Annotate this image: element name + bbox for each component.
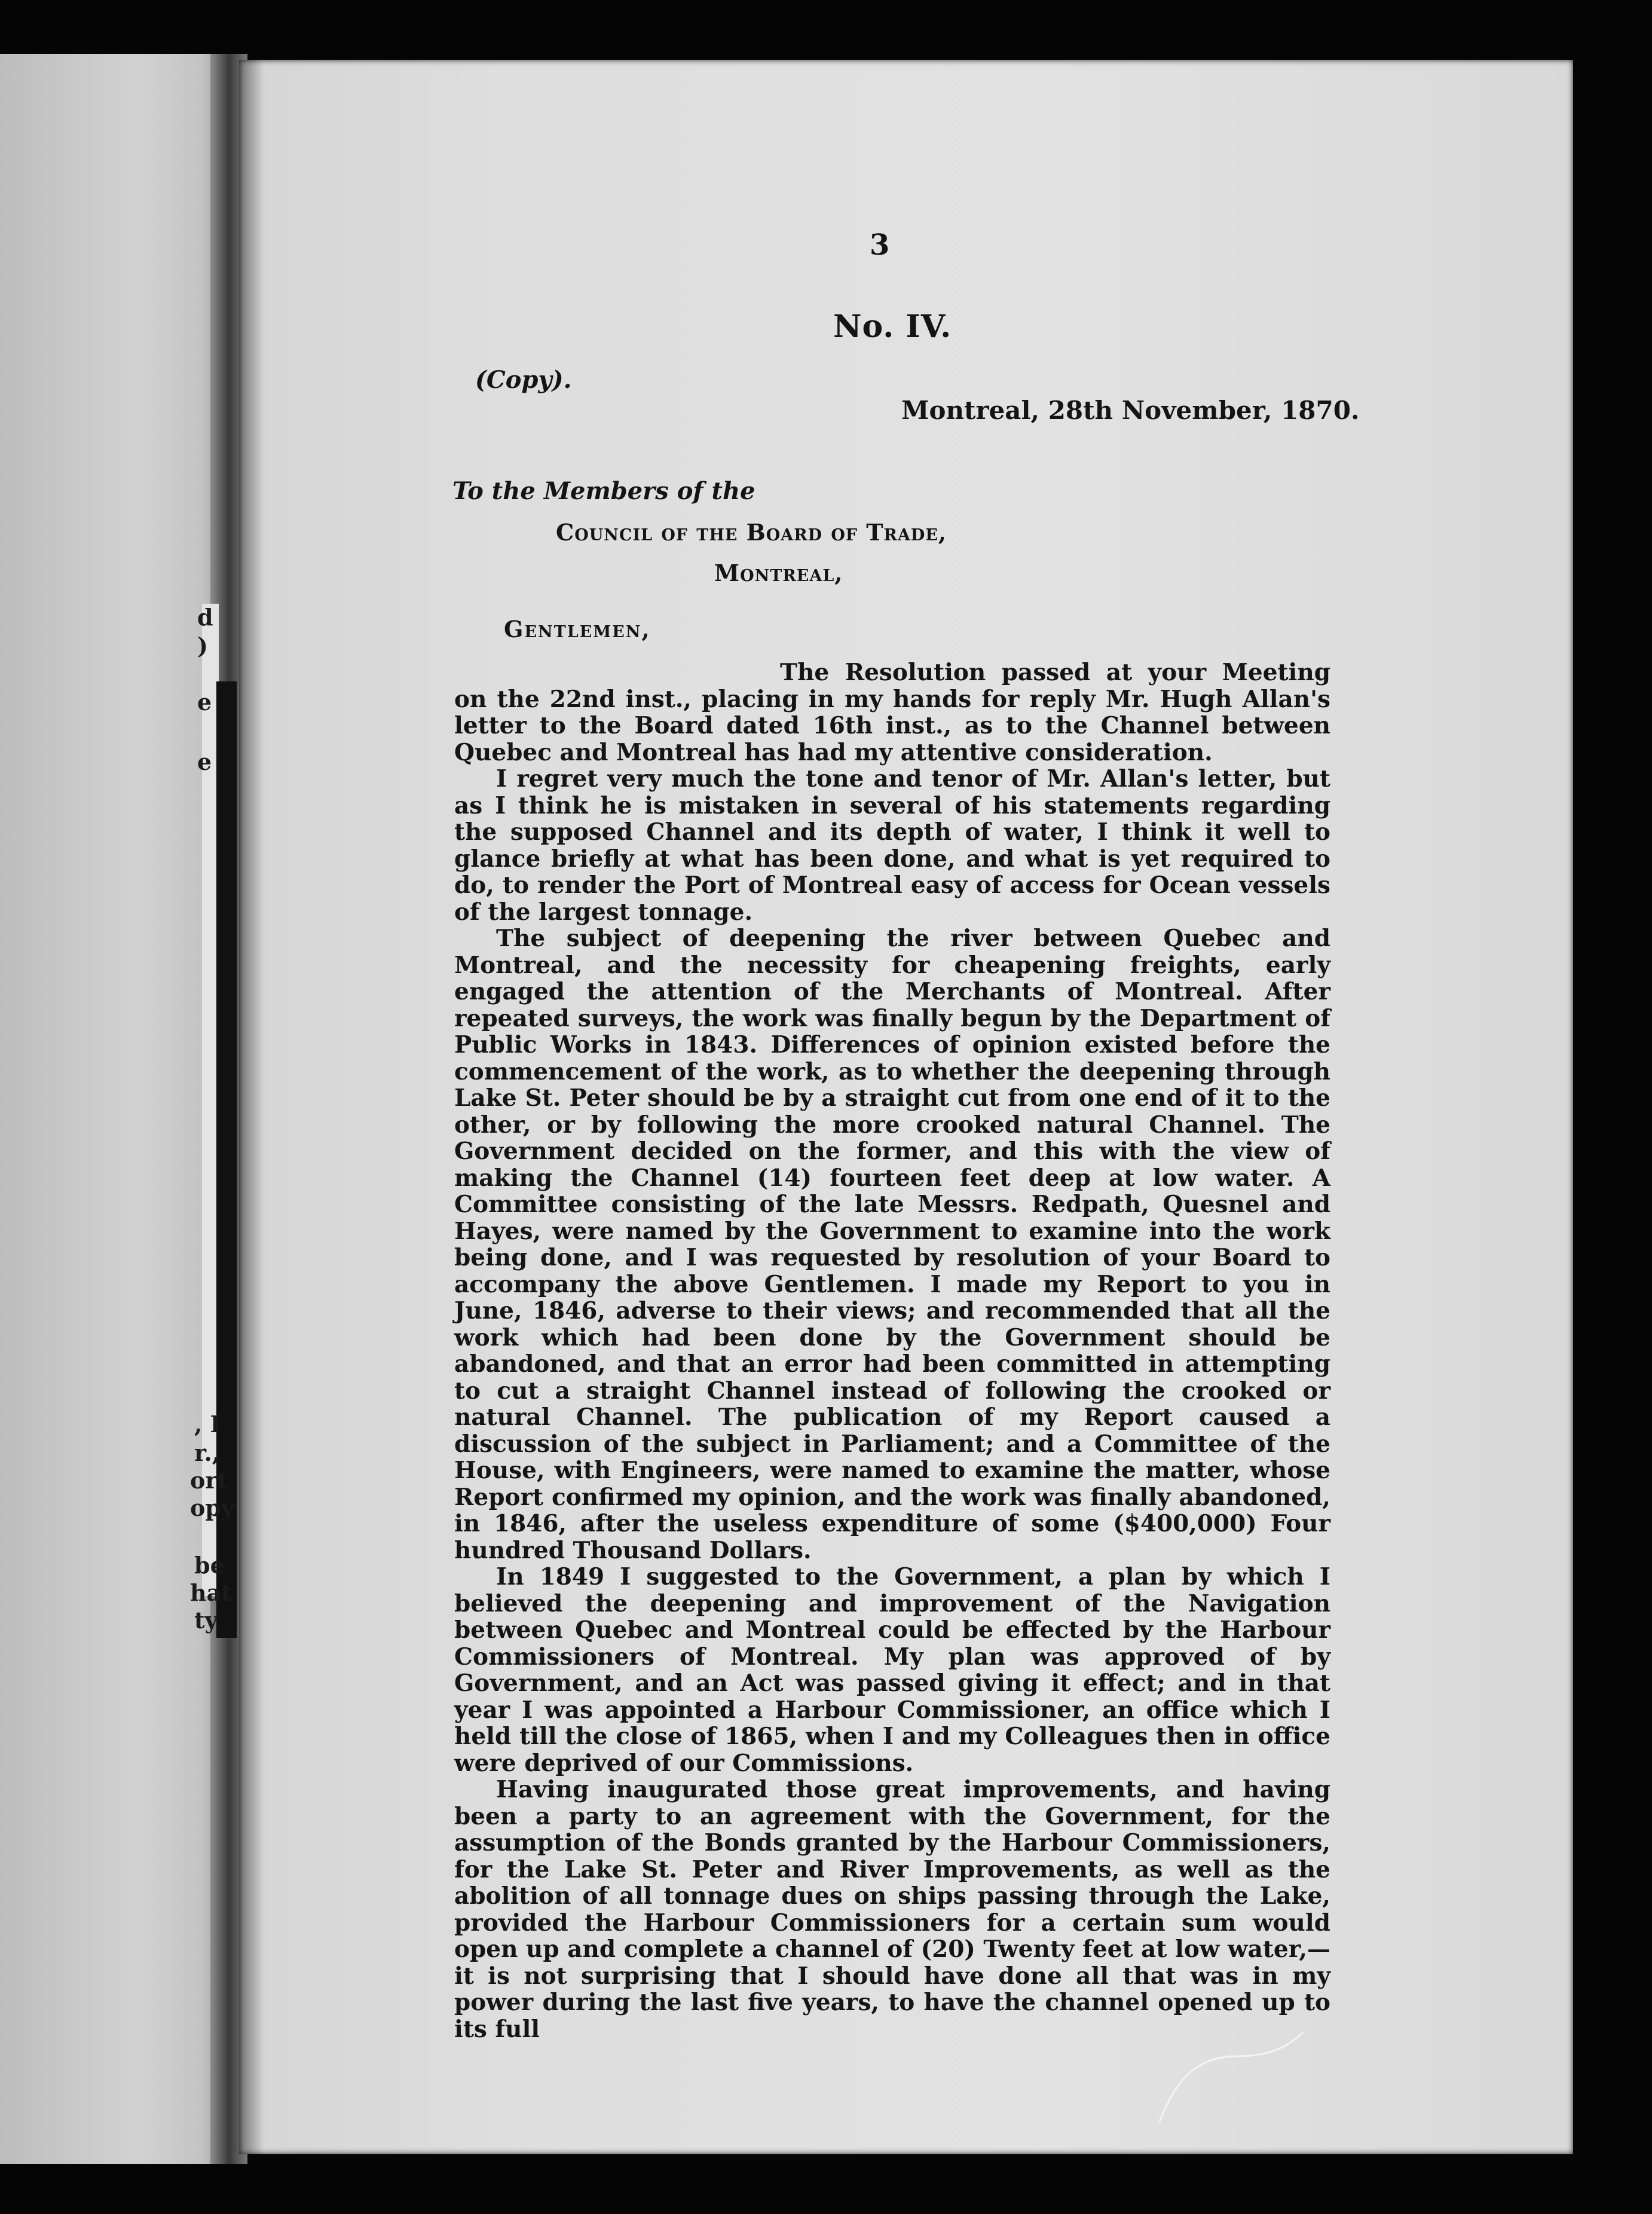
left-page-fragment: d [197, 604, 213, 631]
address-line-city: Montreal, [714, 559, 843, 586]
address-line-council: Council of the Board of Trade, [556, 519, 947, 546]
left-page-fragment: ort [190, 1467, 228, 1494]
paragraph: In 1849 I suggested to the Government, a plan by which I believed the deepening and improvement of the Navigation between Quebec and Montreal could be effected by the Harbour Commissioners of Montreal. My plan was approved of by Government, and an Act was passed giving it effect; and in that year I was appointed a Harbour Commissioner, an office which I held till the close of 1865, when I and my Colleagues then in office were deprived of our Commissions. [454, 1563, 1330, 1777]
page-number: 3 [870, 228, 890, 262]
greeting: Gentlemen, [504, 616, 651, 643]
left-page-fragment: , I [194, 1411, 221, 1438]
left-page-fragment: hat [190, 1579, 232, 1606]
paragraph: The Resolution passed at your Meeting on the 22nd inst., placing in my hands for reply Mr. Hugh Allan's letter to the Board dated 16th inst., as to the Channel between Quebec and Montreal has had my attentive consideration. [454, 659, 1330, 766]
left-page-fragment: e [197, 689, 212, 715]
letter-body [454, 659, 1330, 2042]
paragraph: The subject of deepening the river between Quebec and Montreal, and the necessity for cheapening freights, early engaged the attention of the Merchants of Montreal. After repeated surveys, the work was finally begun by the Department of Public Works in 1843. Differences of opinion existed before the commencement of the work, as to whether the deepening through Lake St. Peter should be by a straight cut from one end of it to the other, or by following the more crooked natural Channel. The Government decided on the former, and this with the view of making the Channel (14) fourteen feet deep at low water. A Committee consisting of the late Messrs. Redpath, Quesnel and Hayes, were named by the Government to examine into the work being done, and I was requested by resolution of your Board to accompany the above Gentlemen. I made my Report to you in June, 1846, adverse to their views; and recommended that all the work which had been done by the Government should be abandoned, and that an error had been committed in attempting to cut a straight Channel instead of following the crooked or natural Channel. The publication of my Report caused a discussion of the subject in Parliament; and a Committee of the House, with Engineers, were named to examine the matter, whose Report confirmed my opinion, and the work was finally abandoned, in 1846, after the useless expenditure of some ($400,000) Four hundred Thousand Dollars. [454, 925, 1330, 1564]
left-page-fragment: e [197, 748, 212, 775]
left-page-fragment: be [194, 1552, 225, 1579]
copy-note: (Copy). [475, 366, 572, 394]
paragraph: I regret very much the tone and tenor of Mr. Allan's letter, but as I think he is mistaken in several of his statements regarding the supposed Channel and its depth of water, I think it well to glance briefly at what has been done, and what is yet required to do, to render the Port of Montreal easy of access for Ocean vessels of the largest tonnage. [454, 765, 1330, 926]
left-page-fragment: r., [194, 1439, 220, 1466]
dateline: Montreal, 28th November, 1870. [901, 396, 1360, 425]
page-edge-shadow [239, 60, 263, 2154]
paper-scratch-mark [1154, 2020, 1309, 2128]
document-number: No. IV. [833, 308, 952, 345]
address-to-line: To the Members of the [452, 477, 755, 505]
left-page-fragment: ) [197, 632, 208, 659]
left-page-fragment: opy [190, 1494, 234, 1521]
paragraph: Having inaugurated those great improvements, and having been a party to an agreement with the Government, for the assumption of the Bonds granted by the Harbour Commissioners, for the Lake St. Peter and River Improvements, as well as the abolition of all tonnage dues on ships passing through the Lake, provided the Harbour Commissioners for a certain sum would open up and complete a channel of (20) Twenty feet at low water,—it is not surprising that I should have done all that was in my power during the last five years, to have the channel opened up to its full [454, 1776, 1330, 2043]
left-page-fragment: ty [194, 1607, 218, 1634]
left-page [0, 54, 228, 2164]
